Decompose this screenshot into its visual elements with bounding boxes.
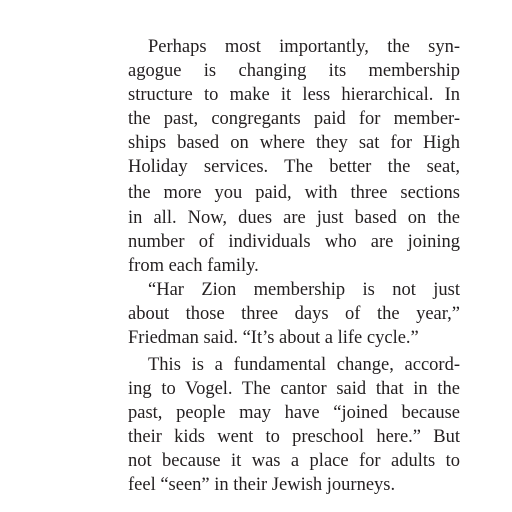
right-p2-line-1: “Har Zion membership is not just [148, 280, 460, 300]
right-p3-line-6: feel “seen” in their Jewish journeys. [128, 475, 396, 495]
right-p1-line-6: Holiday services. The better the seat, [128, 157, 460, 177]
right-p3-line-1: This is a fundamental change, accord- [148, 355, 460, 375]
right-p1-line-10: from each family. [128, 256, 259, 276]
right-p3-line-2: ing to Vogel. The cantor said that in the [128, 379, 460, 399]
right-p1-line-4: the past, congregants paid for member- [128, 109, 460, 129]
right-p2-line-3: Friedman said. “It’s about a life cycle.” [128, 328, 419, 348]
right-p1-line-7: the more you paid, with three sections [128, 183, 460, 203]
right-p3-line-4: their kids went to preschool here.” But [128, 427, 460, 447]
right-p1-line-9: number of individuals who are joining [128, 232, 460, 252]
right-p1-line-5: ships based on where they sat for High [128, 133, 460, 153]
right-p3-line-5: not because it was a place for adults to [128, 451, 460, 471]
right-p1-line-2: agogue is changing its membership [128, 61, 460, 81]
right-p2-line-2: about those three days of the year,” [128, 304, 460, 324]
right-p3-line-3: past, people may have “joined because [128, 403, 460, 423]
right-p1-line-8: in all. Now, dues are just based on the [128, 208, 460, 228]
right-p1-line-1: Perhaps most importantly, the syn- [148, 37, 460, 57]
right-p1-line-3: structure to make it less hierarchical. In [128, 85, 460, 105]
